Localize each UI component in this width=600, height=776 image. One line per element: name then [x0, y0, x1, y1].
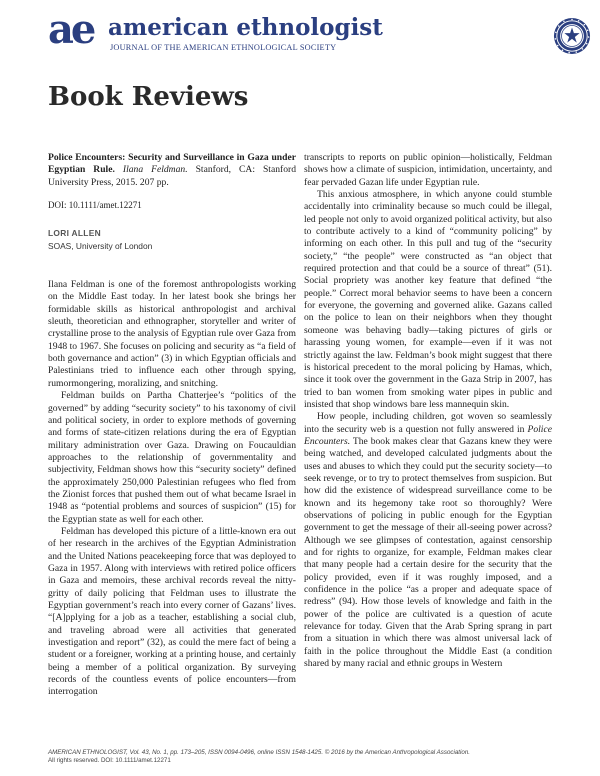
paragraph-text: The book makes clear that Gazans knew they were being watched, and developed calculated judgments about the uses and abuses to which they could put the security society—to seek revenge, or to try to protect themselves from suspicion. But how did the existence of widespread surveillance come to be known and its hegemony take root so thoroughly? Were observations of policing in public enough for the Egyptian government to get the message of their all-seeing power across? Although we see glimpses of contestation, against censorship and for rights to organize, for example, Feldman makes clear that many people had a certain desire for the security that the policy provided, even if it was roughly imposed, and a confidence in the police “as a proper and adequate space of redress” (94). How those levels of knowledge and faith in the power of the police are cultivated is a question of acute relevance for today. Given that the Arab Spring sprang in part from a situation in which there was almost universal lack of faith in the police throughout the Middle East (a condition shared by many racial and ethnic groups in Western [304, 435, 552, 670]
book-citation [48, 152, 296, 189]
paragraph: Feldman builds on Partha Chatterjee’s “politics of the governed” by adding “security society” to his taxonomy of civil and political society, in order to explore methods of governing and forms of state-citizen relations during the era of Egyptian military administration over Gaza. Drawing on Foucauldian approaches to the relationship of governmentality and subjectivity, Feldman shows how this “security society” defined the approximately 250,000 Palestinian refugees who fled from the Zionist forces that pushed them out of what became Israel in 1948 as “potential problems and sources of suspicion” (15) for the Egyptian state as well for each other. [48, 390, 296, 525]
reviewer-name: LORI ALLEN [48, 228, 101, 239]
book-publisher: Stanford, CA: Stanford University Press, 2015. 207 pp. [48, 164, 297, 188]
reviewer-affiliation: SOAS, University of London [48, 240, 153, 251]
book-author: Ilana Feldman. [122, 164, 188, 176]
journal-name: american ethnologist [108, 14, 383, 41]
footer-citation: AMERICAN ETHNOLOGIST, Vol. 43, No. 1, pp. 173–205, ISSN 0094-0496, online ISSN 1548-1425. © 2016 by the American Anthropological Association. [48, 749, 470, 756]
doi: DOI: 10.1111/amet.12271 [48, 200, 142, 211]
reviewer-block [48, 227, 296, 252]
journal-logo: ae [48, 6, 94, 53]
paragraph-text: How people, including children, got woven so seamlessly into the security web is a question not fully answered in [304, 411, 552, 435]
left-column [48, 152, 296, 699]
book-title-italic: Police Encounters. [304, 423, 552, 447]
page-footer [48, 749, 558, 765]
journal-header [48, 6, 558, 58]
book-title: Police Encounters: Security and Surveillance in Gaza under Egyptian Rule. [48, 152, 296, 176]
society-seal-icon [553, 17, 591, 55]
footer-rights: All rights reserved. DOI: 10.1111/amet.12271 [48, 757, 171, 764]
journal-subtitle: JOURNAL OF THE AMERICAN ETHNOLOGICAL SOCIETY [110, 43, 337, 52]
paragraph: This anxious atmosphere, in which anyone could stumble accidentally into criminality because so much could be illegal, led people not only to avoid organized political activity, but also to contribute actively to a kind of “community policing” by informing on each other. In this pull and tug of the “security society,” “the people” were constructed as “an object that required protection and that could be a source of threat” (51). Social propriety was another key feature that defined “the people.” Correct moral behavior seems to have been a concern for everyone, the governing and governed alike. Gazans called on the police to lean on their neighbors when they thought someone was behaving badly—taking pictures of girls or harassing young women, for example—even if it was not strictly against the law. Feldman’s book might suggest that there is historical precedent to the moral policing by Hamas, which, since it took over the government in the Gaza Strip in 2007, has tried to ban women from smoking water pipes in public and insisted that shop windows bare less mannequin skin. [304, 189, 552, 410]
review-body-left [48, 279, 296, 699]
paragraph: Ilana Feldman is one of the foremost anthropologists working on the Middle East today. In her latest book she brings her formidable skills as historical anthropologist and archival sleuth, theoretician and ethnographer, storyteller and writer of crystalline prose to the analysis of Egyptian rule over Gaza from 1948 to 1967. She focuses on policing and security as “a field of both governance and action” (3) in which Egyptian officials and Palestinians tried to influence each other through spying, rumormongering, moralizing, and snitching. [48, 279, 296, 389]
paragraph [304, 411, 552, 670]
paragraph: Feldman has developed this picture of a little-known era out of her research in the archives of the Egyptian Administration and the United Nations peacekeeping force that was deployed to Gaza in 1957. Along with interviews with retired police officers in Gaza and memoirs, these archival records reveal the nitty-gritty of daily policing that Feldman uses to illustrate the Egyptian government’s reach into every corner of Gazans’ lives. “[A]pplying for a job as a teacher, establishing a social club, and traveling abroad were all activities that generated investigation and report” (32), as could the mere fact of being a student or a foreigner, working at a printing house, and certainly being a member of a political organization. By surveying records of the countless events of police encounters—from interrogation [48, 525, 296, 698]
right-column [304, 152, 552, 670]
paragraph: transcripts to reports on public opinion—holistically, Feldman shows how a climate of suspicion, intimidation, uncertainty, and fear pervaded Gazan life under Egyptian rule. [304, 152, 552, 188]
section-title: Book Reviews [48, 82, 249, 112]
